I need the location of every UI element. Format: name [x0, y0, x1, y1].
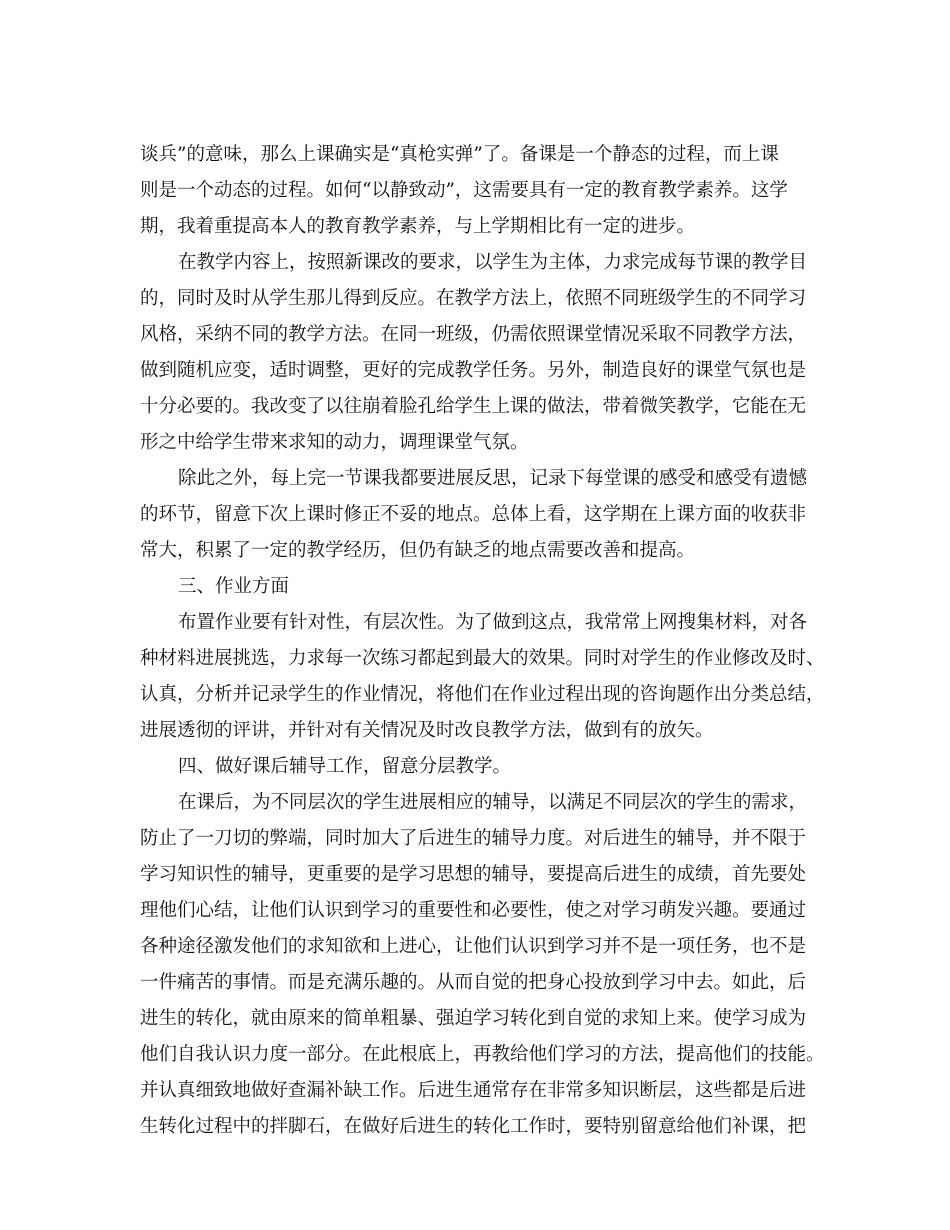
text-line: 形之中给学生带来求知的动力，调理课堂气氛。 [140, 432, 529, 453]
text-line: 种材料进展挑选，力求每一次练习都起到最大的效果。同时对学生的作业修改及时、 [140, 648, 825, 669]
text-line: 一件痛苦的事情。而是充满乐趣的。从而自觉的把身心投放到学习中去。如此，后 [140, 972, 807, 993]
text-line: 布置作业要有针对性，有层次性。为了做到这点，我常常上网搜集材料，对各 [178, 612, 808, 633]
text-line: 并认真细致地做好查漏补缺工作。后进生通常存在非常多知识断层，这些都是后进 [140, 1080, 807, 1101]
text-line: 认真，分析并记录学生的作业情况，将他们在作业过程出现的咨询题作出分类总结， [140, 684, 825, 705]
text-line: 十分必要的。我改变了以往崩着脸孔给学生上课的做法，带着微笑教学，它能在无 [140, 396, 807, 417]
section-heading: 四、做好课后辅导工作，留意分层教学。 [178, 756, 512, 777]
text-line: 进展透彻的评讲，并针对有关情况及时改良教学方法，做到有的放矢。 [140, 720, 714, 741]
text-line: 各种途径激发他们的求知欲和上进心，让他们认识到学习并不是一项任务，也不是 [140, 936, 807, 957]
text-line: 除此之外，每上完一节课我都要进展反思，记录下每堂课的感受和感受有遗憾 [178, 468, 808, 489]
text-line: 在教学内容上，按照新课改的要求，以学生为主体，力求完成每节课的教学目 [178, 252, 808, 273]
text-line: 生转化过程中的拌脚石，在做好后进生的转化工作时，要特别留意给他们补课，把 [140, 1116, 807, 1137]
text-line: 防止了一刀切的弊端，同时加大了后进生的辅导力度。对后进生的辅导，并不限于 [140, 828, 807, 849]
text-line: 做到随机应变，适时调整，更好的完成教学任务。另外，制造良好的课堂气氛也是 [140, 360, 807, 381]
text-line: 的环节，留意下次上课时修正不妥的地点。总体上看，这学期在上课方面的收获非 [140, 504, 807, 525]
section-heading: 三、作业方面 [178, 576, 290, 597]
text-line: 在课后，为不同层次的学生进展相应的辅导，以满足不同层次的学生的需求， [178, 792, 808, 813]
text-line: 期，我着重提高本人的教育教学素养，与上学期相比有一定的进步。 [140, 216, 696, 237]
text-line: 谈兵”的意味，那么上课确实是“真枪实弹”了。备课是一个静态的过程，而上课 [140, 144, 779, 165]
text-line: 他们自我认识力度一部分。在此根底上，再教给他们学习的方法，提高他们的技能。 [140, 1044, 825, 1065]
text-line: 常大，积累了一定的教学经历，但仍有缺乏的地点需要改善和提高。 [140, 540, 696, 561]
text-line: 则是一个动态的过程。如何“以静致动”，这需要具有一定的教育教学素养。这学 [140, 180, 788, 201]
text-line: 风格，采纳不同的教学方法。在同一班级，仍需依照课堂情况采取不同教学方法， [140, 324, 807, 345]
text-line: 理他们心结，让他们认识到学习的重要性和必要性，使之对学习萌发兴趣。要通过 [140, 900, 807, 921]
text-line: 的，同时及时从学生那儿得到反应。在教学方法上，依照不同班级学生的不同学习 [140, 288, 807, 309]
text-line: 学习知识性的辅导，更重要的是学习思想的辅导，要提高后进生的成绩，首先要处 [140, 864, 807, 885]
text-line: 进生的转化，就由原来的简单粗暴、强迫学习转化到自觉的求知上来。使学习成为 [140, 1008, 807, 1029]
